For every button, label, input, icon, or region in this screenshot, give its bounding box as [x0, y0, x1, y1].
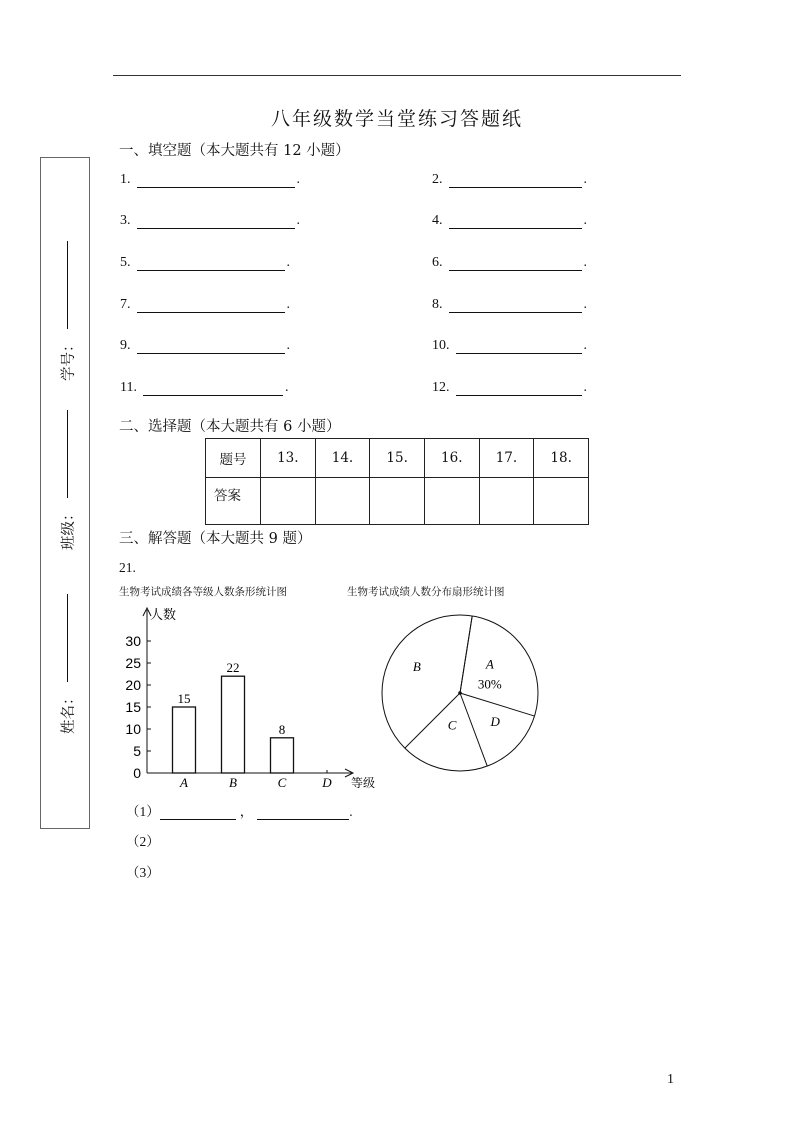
item-number: 2.: [432, 172, 443, 187]
answer-line: [137, 173, 295, 188]
x-tick-label: C: [277, 775, 287, 790]
class-field[interactable]: [57, 410, 77, 550]
answer-line: [449, 298, 582, 313]
student-id-label: 学号：: [60, 337, 77, 381]
question-21-label: 21.: [119, 560, 136, 575]
item-number: 7.: [120, 297, 131, 312]
question-number-cell: 17.: [479, 439, 534, 478]
slice-percent: 30%: [477, 676, 502, 692]
answer-line: [143, 381, 283, 396]
end-dot: .: [286, 297, 290, 312]
bar: [173, 707, 196, 773]
question-number-cell: 13.: [261, 439, 316, 478]
item-number: 6.: [432, 255, 443, 270]
answer-blank-1[interactable]: [120, 172, 300, 188]
data-label: 22: [226, 660, 240, 676]
x-tick-label: B: [229, 775, 237, 790]
pie-chart-title: 生物考试成绩人数分布扇形统计图: [347, 586, 505, 598]
slice-label: B: [412, 659, 421, 675]
slice-label: C: [447, 717, 457, 733]
answer-cell[interactable]: [424, 478, 479, 525]
sub-question-3[interactable]: （3）: [126, 865, 160, 880]
question-number-cell: 18.: [534, 439, 589, 478]
name-line: [66, 594, 68, 683]
answer-line: [456, 381, 582, 396]
item-number: 5.: [120, 255, 131, 270]
answer-cell[interactable]: [261, 478, 316, 525]
answer-blank-6[interactable]: [432, 255, 587, 271]
end-dot: .: [583, 172, 587, 187]
answer-line: [137, 256, 285, 271]
answer-blank-3[interactable]: [120, 213, 300, 229]
x-axis-label: 等级: [351, 776, 376, 790]
answer-blank-7[interactable]: [120, 297, 290, 313]
sub-question-1-label: （1）: [126, 804, 160, 819]
slice-label: A: [485, 656, 494, 672]
item-number: 3.: [120, 213, 131, 228]
table-row-header-answer: 答案: [206, 478, 261, 525]
item-number: 9.: [120, 338, 131, 353]
question-number-cell: 15.: [370, 439, 425, 478]
answer-line: [160, 805, 236, 820]
end-dot: .: [284, 380, 289, 395]
end-dot: .: [296, 213, 300, 228]
item-number: 11.: [120, 380, 137, 395]
student-id-field[interactable]: [57, 241, 77, 381]
sub-question-1[interactable]: [126, 800, 353, 820]
end-dot: .: [286, 338, 290, 353]
answer-line: [449, 173, 582, 188]
y-axis-label: 人数: [150, 608, 177, 623]
question-number-cell: 14.: [315, 439, 370, 478]
end-dot: .: [286, 255, 290, 270]
class-label: 班级：: [60, 506, 77, 550]
y-tick-label: 30: [125, 633, 141, 649]
item-number: 12.: [432, 380, 450, 395]
bar: [271, 738, 294, 773]
answer-blank-4[interactable]: [432, 213, 587, 229]
answer-blank-5[interactable]: [120, 255, 290, 271]
answer-blank-11[interactable]: [120, 380, 288, 396]
answer-line: [137, 339, 285, 354]
answer-line: [137, 214, 295, 229]
data-label: 15: [177, 691, 191, 706]
x-tick-label: A: [180, 775, 188, 790]
item-number: 4.: [432, 213, 443, 228]
y-tick-label: 15: [125, 699, 141, 715]
y-tick-label: 5: [133, 743, 141, 759]
answer-blank-10[interactable]: [432, 338, 587, 354]
question-number-cell: 16.: [424, 439, 479, 478]
section3-heading: 三、解答题（本大题共 9 题）: [119, 531, 312, 547]
page-title: 八年级数学当堂练习答题纸: [270, 108, 523, 130]
name-label: 姓名：: [60, 690, 77, 734]
answer-blank-12[interactable]: [432, 380, 587, 396]
section1-heading: 一、填空题（本大题共有 12 小题）: [119, 143, 350, 159]
bar-chart: [110, 600, 400, 800]
slice-label: D: [490, 714, 500, 730]
item-number: 1.: [120, 172, 131, 187]
answer-line: [456, 339, 582, 354]
answer-line: [449, 214, 582, 229]
class-line: [66, 410, 68, 499]
end-dot: .: [349, 804, 353, 819]
bar: [222, 676, 245, 773]
sub-question-2[interactable]: （2）: [126, 834, 160, 849]
bar-chart-title: 生物考试成绩各等级人数条形统计图: [119, 586, 287, 598]
section2-heading: 二、选择题（本大题共有 6 小题）: [119, 419, 341, 435]
item-number: 8.: [432, 297, 443, 312]
end-dot: .: [583, 255, 587, 270]
answer-cell[interactable]: [479, 478, 534, 525]
y-tick-label: 10: [125, 721, 141, 737]
separator: ，: [239, 804, 254, 819]
answer-cell[interactable]: [534, 478, 589, 525]
y-tick-label: 0: [133, 765, 141, 781]
name-field[interactable]: [57, 594, 77, 734]
data-label: 8: [278, 721, 286, 737]
x-tick-label: D: [322, 775, 332, 790]
end-dot: .: [583, 297, 587, 312]
answer-blank-8[interactable]: [432, 297, 587, 313]
pie-center-dot: [458, 691, 462, 695]
table-row-header-number: 题号: [206, 439, 261, 478]
end-dot: .: [583, 338, 587, 353]
answer-line: [257, 805, 349, 820]
y-tick-label: 20: [125, 677, 141, 693]
end-dot: .: [583, 380, 587, 395]
page-number: 1: [667, 1072, 674, 1087]
answer-cell[interactable]: [370, 478, 425, 525]
answer-line: [137, 298, 285, 313]
answer-cell[interactable]: [315, 478, 370, 525]
pie-chart: [370, 603, 560, 793]
choice-answer-table: [205, 438, 589, 525]
end-dot: .: [296, 172, 300, 187]
student-id-line: [66, 241, 68, 330]
answer-blank-2[interactable]: [432, 172, 587, 188]
y-tick-label: 25: [125, 655, 141, 671]
answer-blank-9[interactable]: [120, 338, 290, 354]
end-dot: .: [583, 213, 587, 228]
header-rule: [113, 75, 681, 76]
item-number: 10.: [432, 338, 450, 353]
answer-line: [449, 256, 582, 271]
